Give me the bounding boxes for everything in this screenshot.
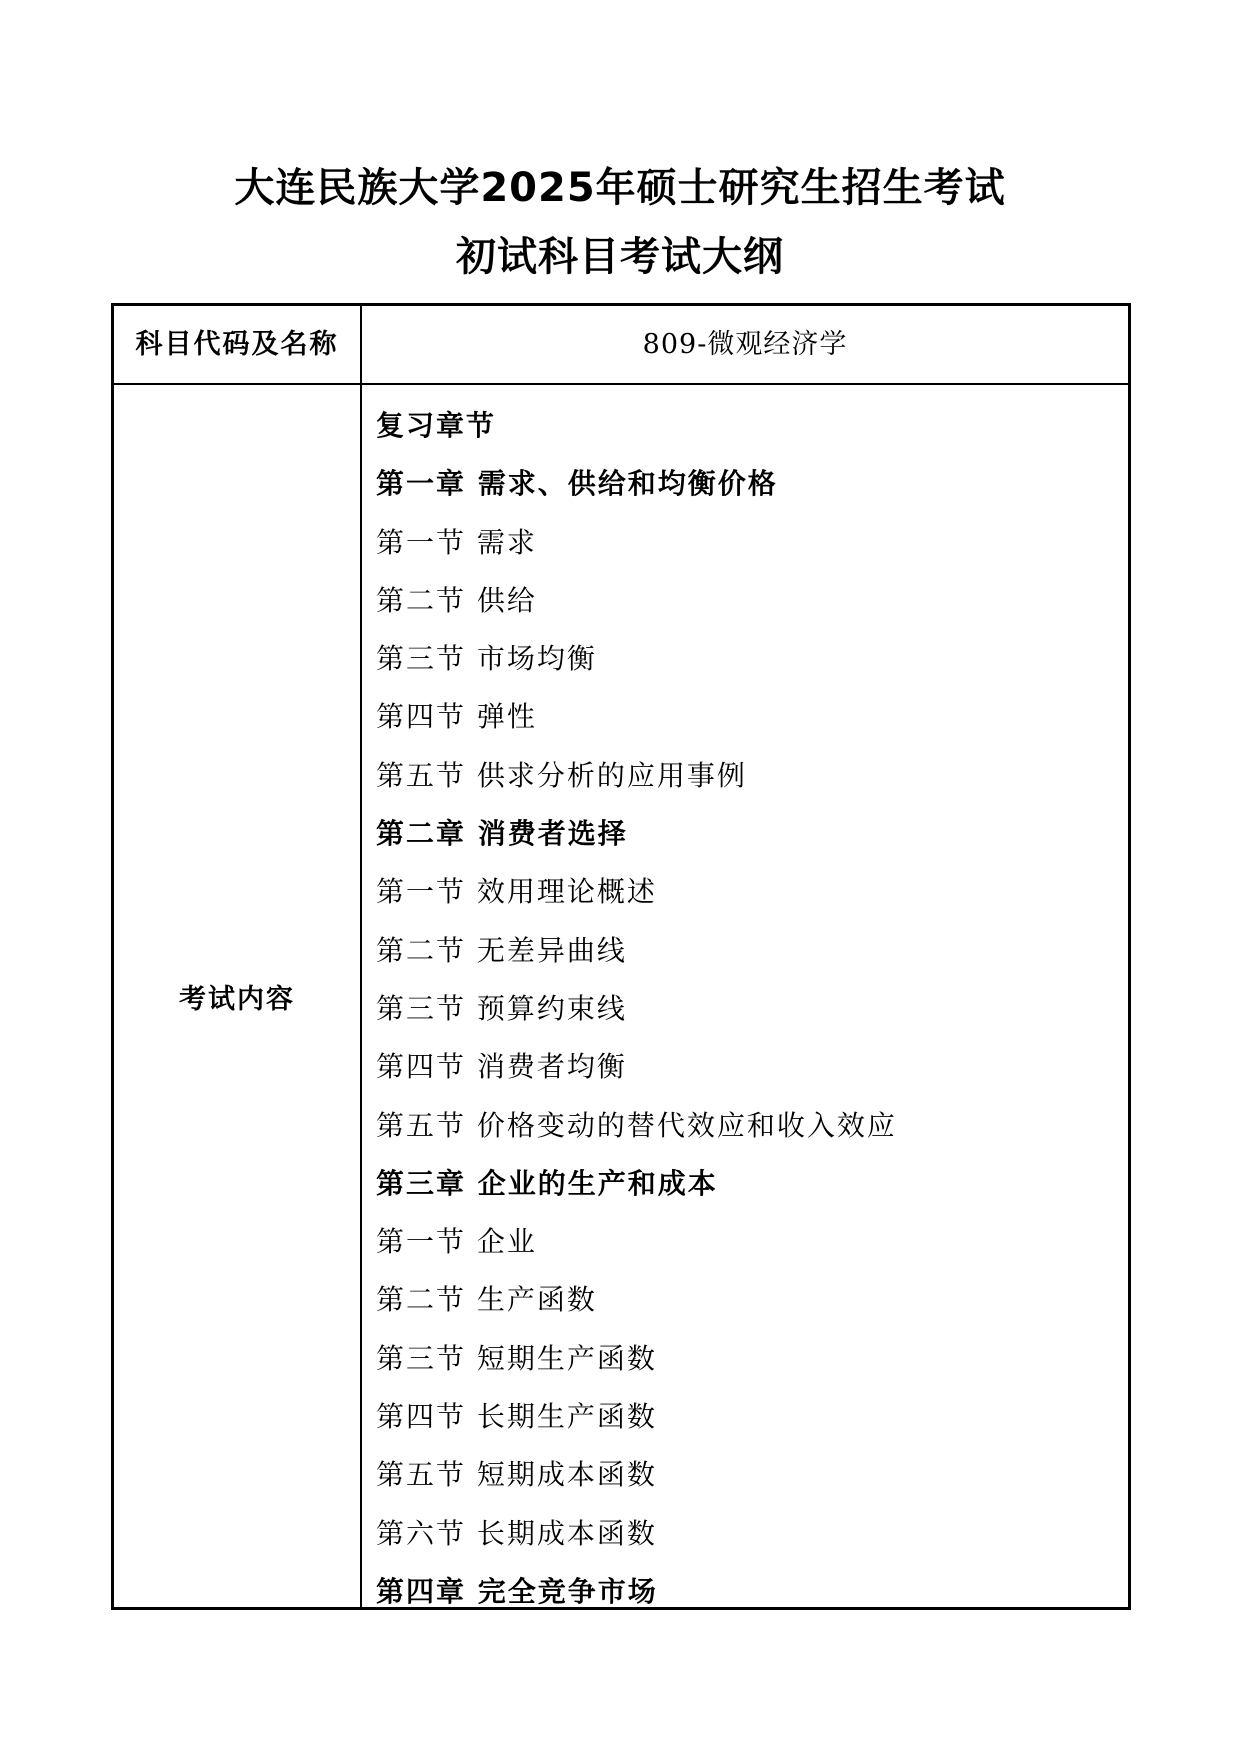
chapter-heading: 复习章节 [376,409,497,442]
section-item: 第四节 弹性 [376,700,537,734]
subject-value: 809-微观经济学 [642,329,848,360]
chapter-heading: 第二章 消费者选择 [376,817,628,851]
subject-label: 科目代码及名称 [135,329,339,360]
section-item: 第一节 效用理论概述 [376,875,657,909]
outline-table [111,303,1131,1610]
section-item: 第一节 企业 [376,1225,537,1259]
chapter-heading: 第一章 需求、供给和均衡价格 [376,467,778,501]
content-label [114,385,360,1607]
document-subtitle: 初试科目考试大纲 [456,234,784,280]
content-list [376,397,1118,1621]
chapter-heading: 第四章 完全竞争市场 [376,1574,658,1608]
section-item: 第一节 需求 [376,525,537,559]
section-item: 第四节 消费者均衡 [376,1050,627,1084]
section-item: 第五节 价格变动的替代效应和收入效应 [376,1108,897,1142]
section-item: 第二节 供给 [376,583,537,617]
section-item: 第三节 市场均衡 [376,642,597,676]
section-item: 第五节 供求分析的应用事例 [376,758,747,792]
section-item: 第五节 短期成本函数 [376,1458,657,1492]
section-item: 第四节 长期生产函数 [376,1400,657,1434]
section-item: 第三节 预算约束线 [376,991,627,1025]
section-item: 第三节 短期生产函数 [376,1341,657,1375]
section-item: 第二节 生产函数 [376,1283,597,1317]
section-item: 第六节 长期成本函数 [376,1516,657,1550]
chapter-heading: 第三章 企业的生产和成本 [376,1166,718,1200]
subject-row [114,306,1128,385]
section-item: 第二节 无差异曲线 [376,933,627,967]
content-label-text: 考试内容 [179,983,295,1015]
document-title: 大连民族大学2025年硕士研究生招生考试 [234,165,1006,211]
column-divider [360,306,362,1607]
